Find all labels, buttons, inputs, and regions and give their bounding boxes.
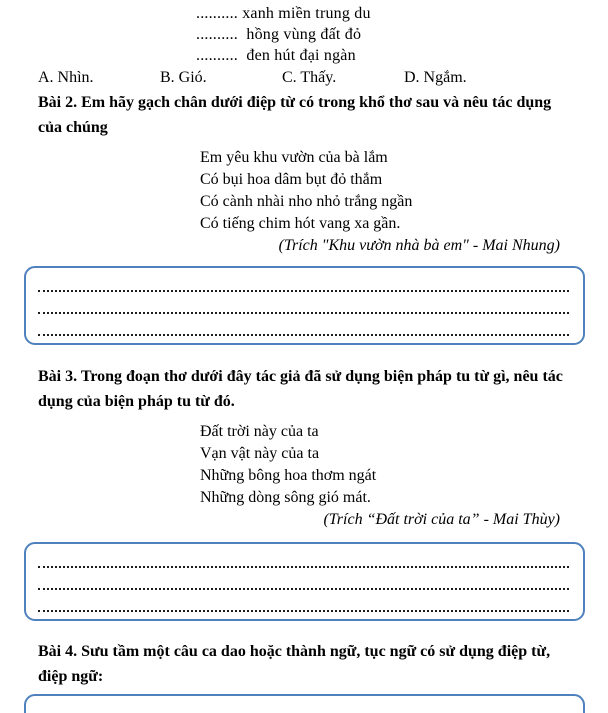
- poem-line: Có bụi hoa dâm bụt đỏ thắm: [200, 171, 383, 188]
- poem-line: Em yêu khu vườn của bà lắm: [200, 149, 388, 166]
- option-c: C. Thấy.: [282, 69, 337, 86]
- exercise3-heading: Bài 3. Trong đoạn thơ dưới đây tác giả đã sử dụng biện pháp tu từ gì, nêu tác dụng của biện pháp tu từ đó.: [38, 368, 563, 410]
- answer-dotted-line: [38, 314, 569, 336]
- answer-dotted-line: [38, 546, 569, 568]
- exercise3-poem: [200, 421, 608, 509]
- answer-dotted-line: [38, 698, 569, 713]
- fill-line: .......... hồng vùng đất đỏ: [196, 26, 362, 43]
- poem-line: Có cành nhài nho nhỏ trắng ngần: [200, 193, 413, 210]
- answer-dotted-line: [38, 270, 569, 292]
- answer-dotted-line: [38, 568, 569, 590]
- poem-line: Vạn vật này của ta: [200, 445, 320, 462]
- poem-line: Những dòng sông gió mát.: [200, 489, 371, 506]
- exercise3-answer-box[interactable]: [24, 542, 585, 621]
- answer-dotted-line: [38, 292, 569, 314]
- answer-options-row: [38, 67, 608, 89]
- exercise2-heading: Bài 2. Em hãy gạch chân dưới điệp từ có trong khổ thơ sau và nêu tác dụng của chúng: [38, 94, 552, 136]
- poem-line: Có tiếng chim hót vang xa gần.: [200, 215, 401, 232]
- fill-line: .......... đen hút đại ngàn: [196, 47, 356, 64]
- exercise4-heading: Bài 4. Sưu tầm một câu ca dao hoặc thành ngữ, tục ngữ có sử dụng điệp từ, điệp ngữ:: [38, 643, 551, 685]
- poem-line: Đất trời này của ta: [200, 423, 319, 440]
- poem-line: Những bông hoa thơm ngát: [200, 467, 377, 484]
- exercise4-answer-box[interactable]: [24, 694, 585, 713]
- fill-line: .......... xanh miền trung du: [196, 5, 371, 22]
- option-a: A. Nhìn.: [38, 69, 94, 86]
- exercise2-answer-box[interactable]: [24, 266, 585, 345]
- option-d: D. Ngắm.: [404, 69, 467, 86]
- exercise2-poem: [200, 147, 608, 235]
- answer-dotted-line: [38, 590, 569, 612]
- exercise3-citation: (Trích “Đất trời của ta” - Mai Thùy): [323, 511, 560, 528]
- exercise2-citation: (Trích "Khu vườn nhà bà em" - Mai Nhung): [278, 237, 560, 254]
- option-b: B. Gió.: [160, 69, 207, 86]
